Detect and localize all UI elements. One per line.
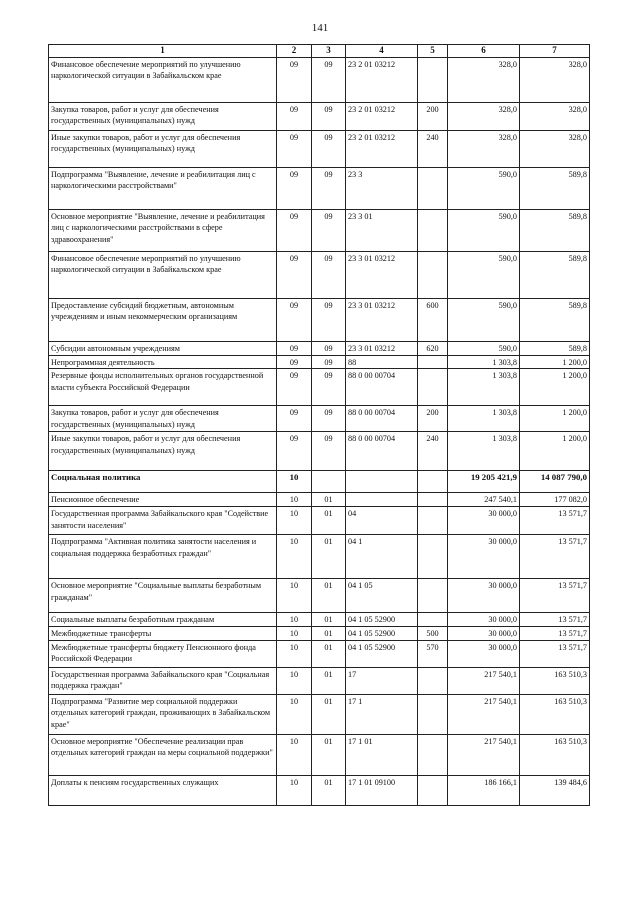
table-row xyxy=(49,432,590,471)
target-article-cell: 04 xyxy=(346,507,418,535)
amount-1-cell: 590,0 xyxy=(448,168,520,210)
amount-2-cell: 163 510,3 xyxy=(520,667,590,694)
expense-type-cell: 620 xyxy=(418,342,448,356)
amount-1-cell: 30 000,0 xyxy=(448,627,520,640)
item-name-cell: Подпрограмма "Развитие мер социальной поддержки отдельных категорий граждан, проживающих в Забайкальском крае" xyxy=(49,694,277,734)
section-code-cell: 10 xyxy=(277,694,312,734)
target-article-cell: 17 xyxy=(346,667,418,694)
table-row xyxy=(49,168,590,210)
target-article-cell: 88 0 00 00704 xyxy=(346,369,418,406)
section-code-cell: 09 xyxy=(277,58,312,103)
subsection-code-cell: 09 xyxy=(312,168,346,210)
amount-2-cell: 1 200,0 xyxy=(520,432,590,471)
subsection-code-cell: 01 xyxy=(312,694,346,734)
item-name-cell: Непрограммная деятельность xyxy=(49,356,277,369)
table-row xyxy=(49,299,590,342)
subsection-code-cell: 01 xyxy=(312,507,346,535)
subsection-code-cell: 09 xyxy=(312,131,346,168)
subsection-code-cell xyxy=(312,471,346,493)
amount-2-cell: 589,8 xyxy=(520,252,590,299)
table-row xyxy=(49,103,590,131)
section-code-cell: 10 xyxy=(277,493,312,507)
header-col-5: 5 xyxy=(418,45,448,58)
subsection-code-cell: 01 xyxy=(312,613,346,627)
table-row xyxy=(49,252,590,299)
table-row xyxy=(49,131,590,168)
header-col-2: 2 xyxy=(277,45,312,58)
subsection-code-cell: 01 xyxy=(312,535,346,579)
subsection-code-cell: 09 xyxy=(312,210,346,252)
target-article-cell: 04 1 05 52900 xyxy=(346,613,418,627)
subsection-code-cell: 01 xyxy=(312,579,346,613)
target-article-cell: 17 1 xyxy=(346,694,418,734)
expense-type-cell xyxy=(418,535,448,579)
amount-2-cell: 13 571,7 xyxy=(520,579,590,613)
item-name-cell: Финансовое обеспечение мероприятий по улучшению наркологической ситуации в Забайкальском крае xyxy=(49,252,277,299)
target-article-cell: 88 xyxy=(346,356,418,369)
amount-1-cell: 328,0 xyxy=(448,58,520,103)
header-col-3: 3 xyxy=(312,45,346,58)
table-row xyxy=(49,640,590,667)
subsection-code-cell: 09 xyxy=(312,432,346,471)
subsection-code-cell: 09 xyxy=(312,299,346,342)
item-name-cell: Пенсионное обеспечение xyxy=(49,493,277,507)
amount-1-cell: 1 303,8 xyxy=(448,369,520,406)
section-code-cell: 09 xyxy=(277,131,312,168)
item-name-cell: Доплаты к пенсиям государственных служащих xyxy=(49,775,277,805)
header-col-6: 6 xyxy=(448,45,520,58)
section-code-cell: 09 xyxy=(277,406,312,432)
target-article-cell: 23 3 01 xyxy=(346,210,418,252)
section-code-cell: 10 xyxy=(277,579,312,613)
target-article-cell: 23 2 01 03212 xyxy=(346,131,418,168)
subsection-code-cell: 09 xyxy=(312,356,346,369)
table-row xyxy=(49,58,590,103)
section-code-cell: 09 xyxy=(277,210,312,252)
section-code-cell: 10 xyxy=(277,535,312,579)
subsection-code-cell: 09 xyxy=(312,103,346,131)
target-article-cell: 23 2 01 03212 xyxy=(346,103,418,131)
section-code-cell: 10 xyxy=(277,613,312,627)
expense-type-cell: 570 xyxy=(418,640,448,667)
section-code-cell: 10 xyxy=(277,775,312,805)
target-article-cell: 04 1 05 52900 xyxy=(346,627,418,640)
amount-2-cell: 328,0 xyxy=(520,58,590,103)
expense-type-cell xyxy=(418,356,448,369)
amount-1-cell: 590,0 xyxy=(448,210,520,252)
item-name-cell: Финансовое обеспечение мероприятий по улучшению наркологической ситуации в Забайкальском крае xyxy=(49,58,277,103)
target-article-cell: 23 3 01 03212 xyxy=(346,342,418,356)
header-col-1: 1 xyxy=(49,45,277,58)
target-article-cell: 04 1 05 xyxy=(346,579,418,613)
amount-2-cell: 14 087 790,0 xyxy=(520,471,590,493)
item-name-cell: Государственная программа Забайкальского края "Социальная поддержка граждан" xyxy=(49,667,277,694)
section-code-cell: 09 xyxy=(277,299,312,342)
expense-type-cell xyxy=(418,168,448,210)
item-name-cell: Закупка товаров, работ и услуг для обеспечения государственных (муниципальных) нужд xyxy=(49,103,277,131)
target-article-cell xyxy=(346,493,418,507)
amount-2-cell: 328,0 xyxy=(520,131,590,168)
header-col-4: 4 xyxy=(346,45,418,58)
amount-1-cell: 590,0 xyxy=(448,252,520,299)
amount-1-cell: 247 540,1 xyxy=(448,493,520,507)
amount-2-cell: 589,8 xyxy=(520,299,590,342)
section-code-cell: 09 xyxy=(277,432,312,471)
table-row xyxy=(49,667,590,694)
table-header-row xyxy=(49,45,590,58)
expense-type-cell xyxy=(418,694,448,734)
item-name-cell: Иные закупки товаров, работ и услуг для обеспечения государственных (муниципальных) нужд xyxy=(49,432,277,471)
amount-2-cell: 163 510,3 xyxy=(520,734,590,775)
item-name-cell: Резервные фонды исполнительных органов государственной власти субъекта Российской Федерации xyxy=(49,369,277,406)
table-row xyxy=(49,356,590,369)
item-name-cell: Государственная программа Забайкальского края "Содействие занятости населения" xyxy=(49,507,277,535)
target-article-cell: 04 1 xyxy=(346,535,418,579)
amount-1-cell: 30 000,0 xyxy=(448,579,520,613)
section-code-cell: 09 xyxy=(277,252,312,299)
expense-type-cell xyxy=(418,252,448,299)
target-article-cell: 23 3 xyxy=(346,168,418,210)
item-name-cell: Социальные выплаты безработным гражданам xyxy=(49,613,277,627)
amount-2-cell: 13 571,7 xyxy=(520,535,590,579)
amount-1-cell: 1 303,8 xyxy=(448,406,520,432)
section-code-cell: 09 xyxy=(277,369,312,406)
header-col-7: 7 xyxy=(520,45,590,58)
amount-1-cell: 186 166,1 xyxy=(448,775,520,805)
target-article-cell: 88 0 00 00704 xyxy=(346,406,418,432)
table-row xyxy=(49,406,590,432)
table-row xyxy=(49,369,590,406)
amount-2-cell: 589,8 xyxy=(520,342,590,356)
amount-1-cell: 217 540,1 xyxy=(448,694,520,734)
expense-type-cell xyxy=(418,775,448,805)
expense-type-cell xyxy=(418,579,448,613)
table-row xyxy=(49,471,590,493)
amount-1-cell: 217 540,1 xyxy=(448,667,520,694)
subsection-code-cell: 09 xyxy=(312,406,346,432)
amount-2-cell: 13 571,7 xyxy=(520,613,590,627)
amount-1-cell: 30 000,0 xyxy=(448,640,520,667)
budget-table xyxy=(48,44,590,806)
section-code-cell: 10 xyxy=(277,640,312,667)
subsection-code-cell: 09 xyxy=(312,252,346,299)
section-code-cell: 09 xyxy=(277,342,312,356)
amount-2-cell: 1 200,0 xyxy=(520,369,590,406)
table-row xyxy=(49,775,590,805)
target-article-cell: 17 1 01 09100 xyxy=(346,775,418,805)
amount-1-cell: 217 540,1 xyxy=(448,734,520,775)
amount-1-cell: 328,0 xyxy=(448,131,520,168)
amount-2-cell: 139 484,6 xyxy=(520,775,590,805)
expense-type-cell: 240 xyxy=(418,432,448,471)
expense-type-cell: 200 xyxy=(418,406,448,432)
table-row xyxy=(49,342,590,356)
expense-type-cell: 600 xyxy=(418,299,448,342)
subsection-code-cell: 01 xyxy=(312,493,346,507)
page-number: 141 xyxy=(311,22,329,34)
subsection-code-cell: 09 xyxy=(312,342,346,356)
section-code-cell: 10 xyxy=(277,667,312,694)
item-name-cell: Субсидии автономным учреждениям xyxy=(49,342,277,356)
table-row xyxy=(49,694,590,734)
table-row xyxy=(49,734,590,775)
amount-1-cell: 30 000,0 xyxy=(448,507,520,535)
item-name-cell: Предоставление субсидий бюджетным, автономным учреждениям и иным некоммерческим организациям xyxy=(49,299,277,342)
expense-type-cell xyxy=(418,507,448,535)
section-code-cell: 09 xyxy=(277,356,312,369)
amount-1-cell: 328,0 xyxy=(448,103,520,131)
item-name-cell: Основное мероприятие "Обеспечение реализации прав отдельных категорий граждан на меры социальной поддержки" xyxy=(49,734,277,775)
subsection-code-cell: 09 xyxy=(312,369,346,406)
table-row xyxy=(49,535,590,579)
amount-1-cell: 19 205 421,9 xyxy=(448,471,520,493)
table-row xyxy=(49,210,590,252)
expense-type-cell: 200 xyxy=(418,103,448,131)
subsection-code-cell: 01 xyxy=(312,627,346,640)
section-code-cell: 10 xyxy=(277,471,312,493)
amount-2-cell: 1 200,0 xyxy=(520,356,590,369)
table-body xyxy=(49,58,590,806)
expense-type-cell xyxy=(418,210,448,252)
table-row xyxy=(49,627,590,640)
amount-1-cell: 590,0 xyxy=(448,299,520,342)
expense-type-cell xyxy=(418,734,448,775)
amount-2-cell: 13 571,7 xyxy=(520,507,590,535)
table-row xyxy=(49,579,590,613)
amount-2-cell: 13 571,7 xyxy=(520,640,590,667)
amount-2-cell: 163 510,3 xyxy=(520,694,590,734)
table-row xyxy=(49,493,590,507)
expense-type-cell xyxy=(418,613,448,627)
expense-type-cell: 240 xyxy=(418,131,448,168)
subsection-code-cell: 01 xyxy=(312,667,346,694)
subsection-code-cell: 01 xyxy=(312,640,346,667)
amount-2-cell: 13 571,7 xyxy=(520,627,590,640)
subsection-code-cell: 01 xyxy=(312,734,346,775)
table-row xyxy=(49,507,590,535)
target-article-cell xyxy=(346,471,418,493)
item-name-cell: Социальная политика xyxy=(49,471,277,493)
target-article-cell: 17 1 01 xyxy=(346,734,418,775)
target-article-cell: 23 3 01 03212 xyxy=(346,252,418,299)
expense-type-cell xyxy=(418,493,448,507)
item-name-cell: Межбюджетные трансферты бюджету Пенсионного фонда Российской Федерации xyxy=(49,640,277,667)
item-name-cell: Основное мероприятие "Социальные выплаты безработным гражданам" xyxy=(49,579,277,613)
amount-2-cell: 328,0 xyxy=(520,103,590,131)
amount-2-cell: 177 082,0 xyxy=(520,493,590,507)
section-code-cell: 09 xyxy=(277,103,312,131)
item-name-cell: Подпрограмма "Активная политика занятости населения и социальная поддержка безработных граждан" xyxy=(49,535,277,579)
section-code-cell: 09 xyxy=(277,168,312,210)
item-name-cell: Закупка товаров, работ и услуг для обеспечения государственных (муниципальных) нужд xyxy=(49,406,277,432)
section-code-cell: 10 xyxy=(277,507,312,535)
amount-2-cell: 589,8 xyxy=(520,210,590,252)
amount-1-cell: 1 303,8 xyxy=(448,356,520,369)
amount-2-cell: 1 200,0 xyxy=(520,406,590,432)
expense-type-cell xyxy=(418,667,448,694)
expense-type-cell xyxy=(418,471,448,493)
subsection-code-cell: 09 xyxy=(312,58,346,103)
amount-1-cell: 30 000,0 xyxy=(448,613,520,627)
item-name-cell: Основное мероприятие "Выявление, лечение и реабилитация лиц с наркологическими расстройствами в сфере здравоохранения" xyxy=(49,210,277,252)
expense-type-cell: 500 xyxy=(418,627,448,640)
target-article-cell: 23 2 01 03212 xyxy=(346,58,418,103)
item-name-cell: Иные закупки товаров, работ и услуг для обеспечения государственных (муниципальных) нужд xyxy=(49,131,277,168)
item-name-cell: Межбюджетные трансферты xyxy=(49,627,277,640)
target-article-cell: 88 0 00 00704 xyxy=(346,432,418,471)
amount-1-cell: 590,0 xyxy=(448,342,520,356)
amount-2-cell: 589,8 xyxy=(520,168,590,210)
expense-type-cell xyxy=(418,369,448,406)
subsection-code-cell: 01 xyxy=(312,775,346,805)
section-code-cell: 10 xyxy=(277,627,312,640)
expense-type-cell xyxy=(418,58,448,103)
amount-1-cell: 1 303,8 xyxy=(448,432,520,471)
target-article-cell: 04 1 05 52900 xyxy=(346,640,418,667)
table-row xyxy=(49,613,590,627)
target-article-cell: 23 3 01 03212 xyxy=(346,299,418,342)
item-name-cell: Подпрограмма "Выявление, лечение и реабилитация лиц с наркологическими расстройствами" xyxy=(49,168,277,210)
section-code-cell: 10 xyxy=(277,734,312,775)
amount-1-cell: 30 000,0 xyxy=(448,535,520,579)
